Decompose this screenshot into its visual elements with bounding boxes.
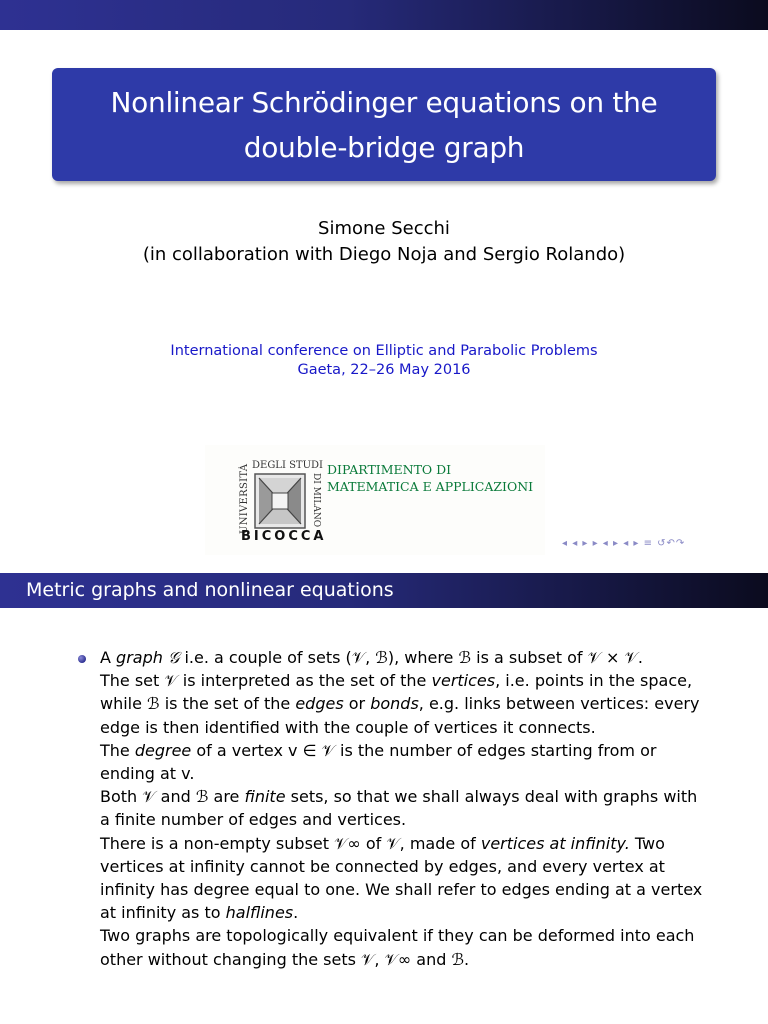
collaborators: (in collaboration with Diego Noja and Sergio Rolando) [142, 244, 626, 265]
text-line: ending at v. [100, 764, 195, 784]
text-line: other without changing the sets 𝒱, 𝒱∞ and ℬ. [100, 949, 470, 969]
logo-emblem-icon [254, 473, 306, 529]
department-name [327, 461, 533, 495]
conference-name: International conference on Elliptic and Parabolic Problems [170, 343, 598, 359]
presentation-title [111, 80, 658, 170]
logo-text-universita: UNIVERSITÀ [239, 463, 250, 535]
logo-text-bicocca: BICOCCA [241, 529, 327, 544]
text-line: a finite number of edges and vertices. [100, 810, 407, 830]
title-box [52, 68, 716, 181]
text-line: The degree of a vertex v ∈ 𝒱 is the number of edges starting from or [100, 740, 657, 760]
department-line-1: DIPARTIMENTO DI [327, 462, 452, 477]
department-line-2: MATEMATICA E APPLICAZIONI [327, 479, 534, 494]
beamer-navigation-icons[interactable]: ◂ ◂ ▸ ▸ ◂ ▸ ◂ ▸ ≡ ↺↶↷ [562, 538, 686, 549]
frame-title: Metric graphs and nonlinear equations [26, 579, 394, 601]
bullet-icon [78, 655, 86, 663]
text-line: infinity has degree equal to one. We shall refer to edges ending at a vertex [100, 880, 703, 900]
logo-text-di-milano: DI MILANO [311, 472, 321, 528]
text-line: Both 𝒱 and ℬ are finite sets, so that we shall always deal with graphs with [100, 787, 698, 807]
text-line: The set 𝒱 is interpreted as the set of the vertices, i.e. points in the space, [100, 671, 693, 691]
text-line: at infinity as to halflines. [100, 903, 299, 923]
definition-paragraph [100, 646, 720, 971]
university-logo [205, 445, 545, 555]
text-line: vertices at infinity cannot be connected by edges, and every vertex at [100, 856, 665, 876]
title-line-1: Nonlinear Schrödinger equations on the [110, 85, 658, 119]
author-name: Simone Secchi [318, 218, 450, 239]
content-slide [0, 558, 768, 1024]
text-line: edge is then identified with the couple of vertices it connects. [100, 717, 596, 737]
text-line: There is a non-empty subset 𝒱∞ of 𝒱, made of vertices at infinity. Two [100, 833, 665, 853]
text-line: A graph 𝒢 i.e. a couple of sets (𝒱, ℬ), where ℬ is a subset of 𝒱 × 𝒱. [100, 648, 643, 667]
text-line: while ℬ is the set of the edges or bonds, e.g. links between vertices: every [100, 694, 700, 714]
title-line-2: double-bridge graph [243, 130, 525, 164]
header-bar [0, 0, 768, 30]
logo-text-degli-studi: DEGLI STUDI [252, 460, 323, 471]
text-line: Two graphs are topologically equivalent if they can be deformed into each [100, 926, 695, 946]
conference-place-date: Gaeta, 22–26 May 2016 [297, 362, 471, 378]
